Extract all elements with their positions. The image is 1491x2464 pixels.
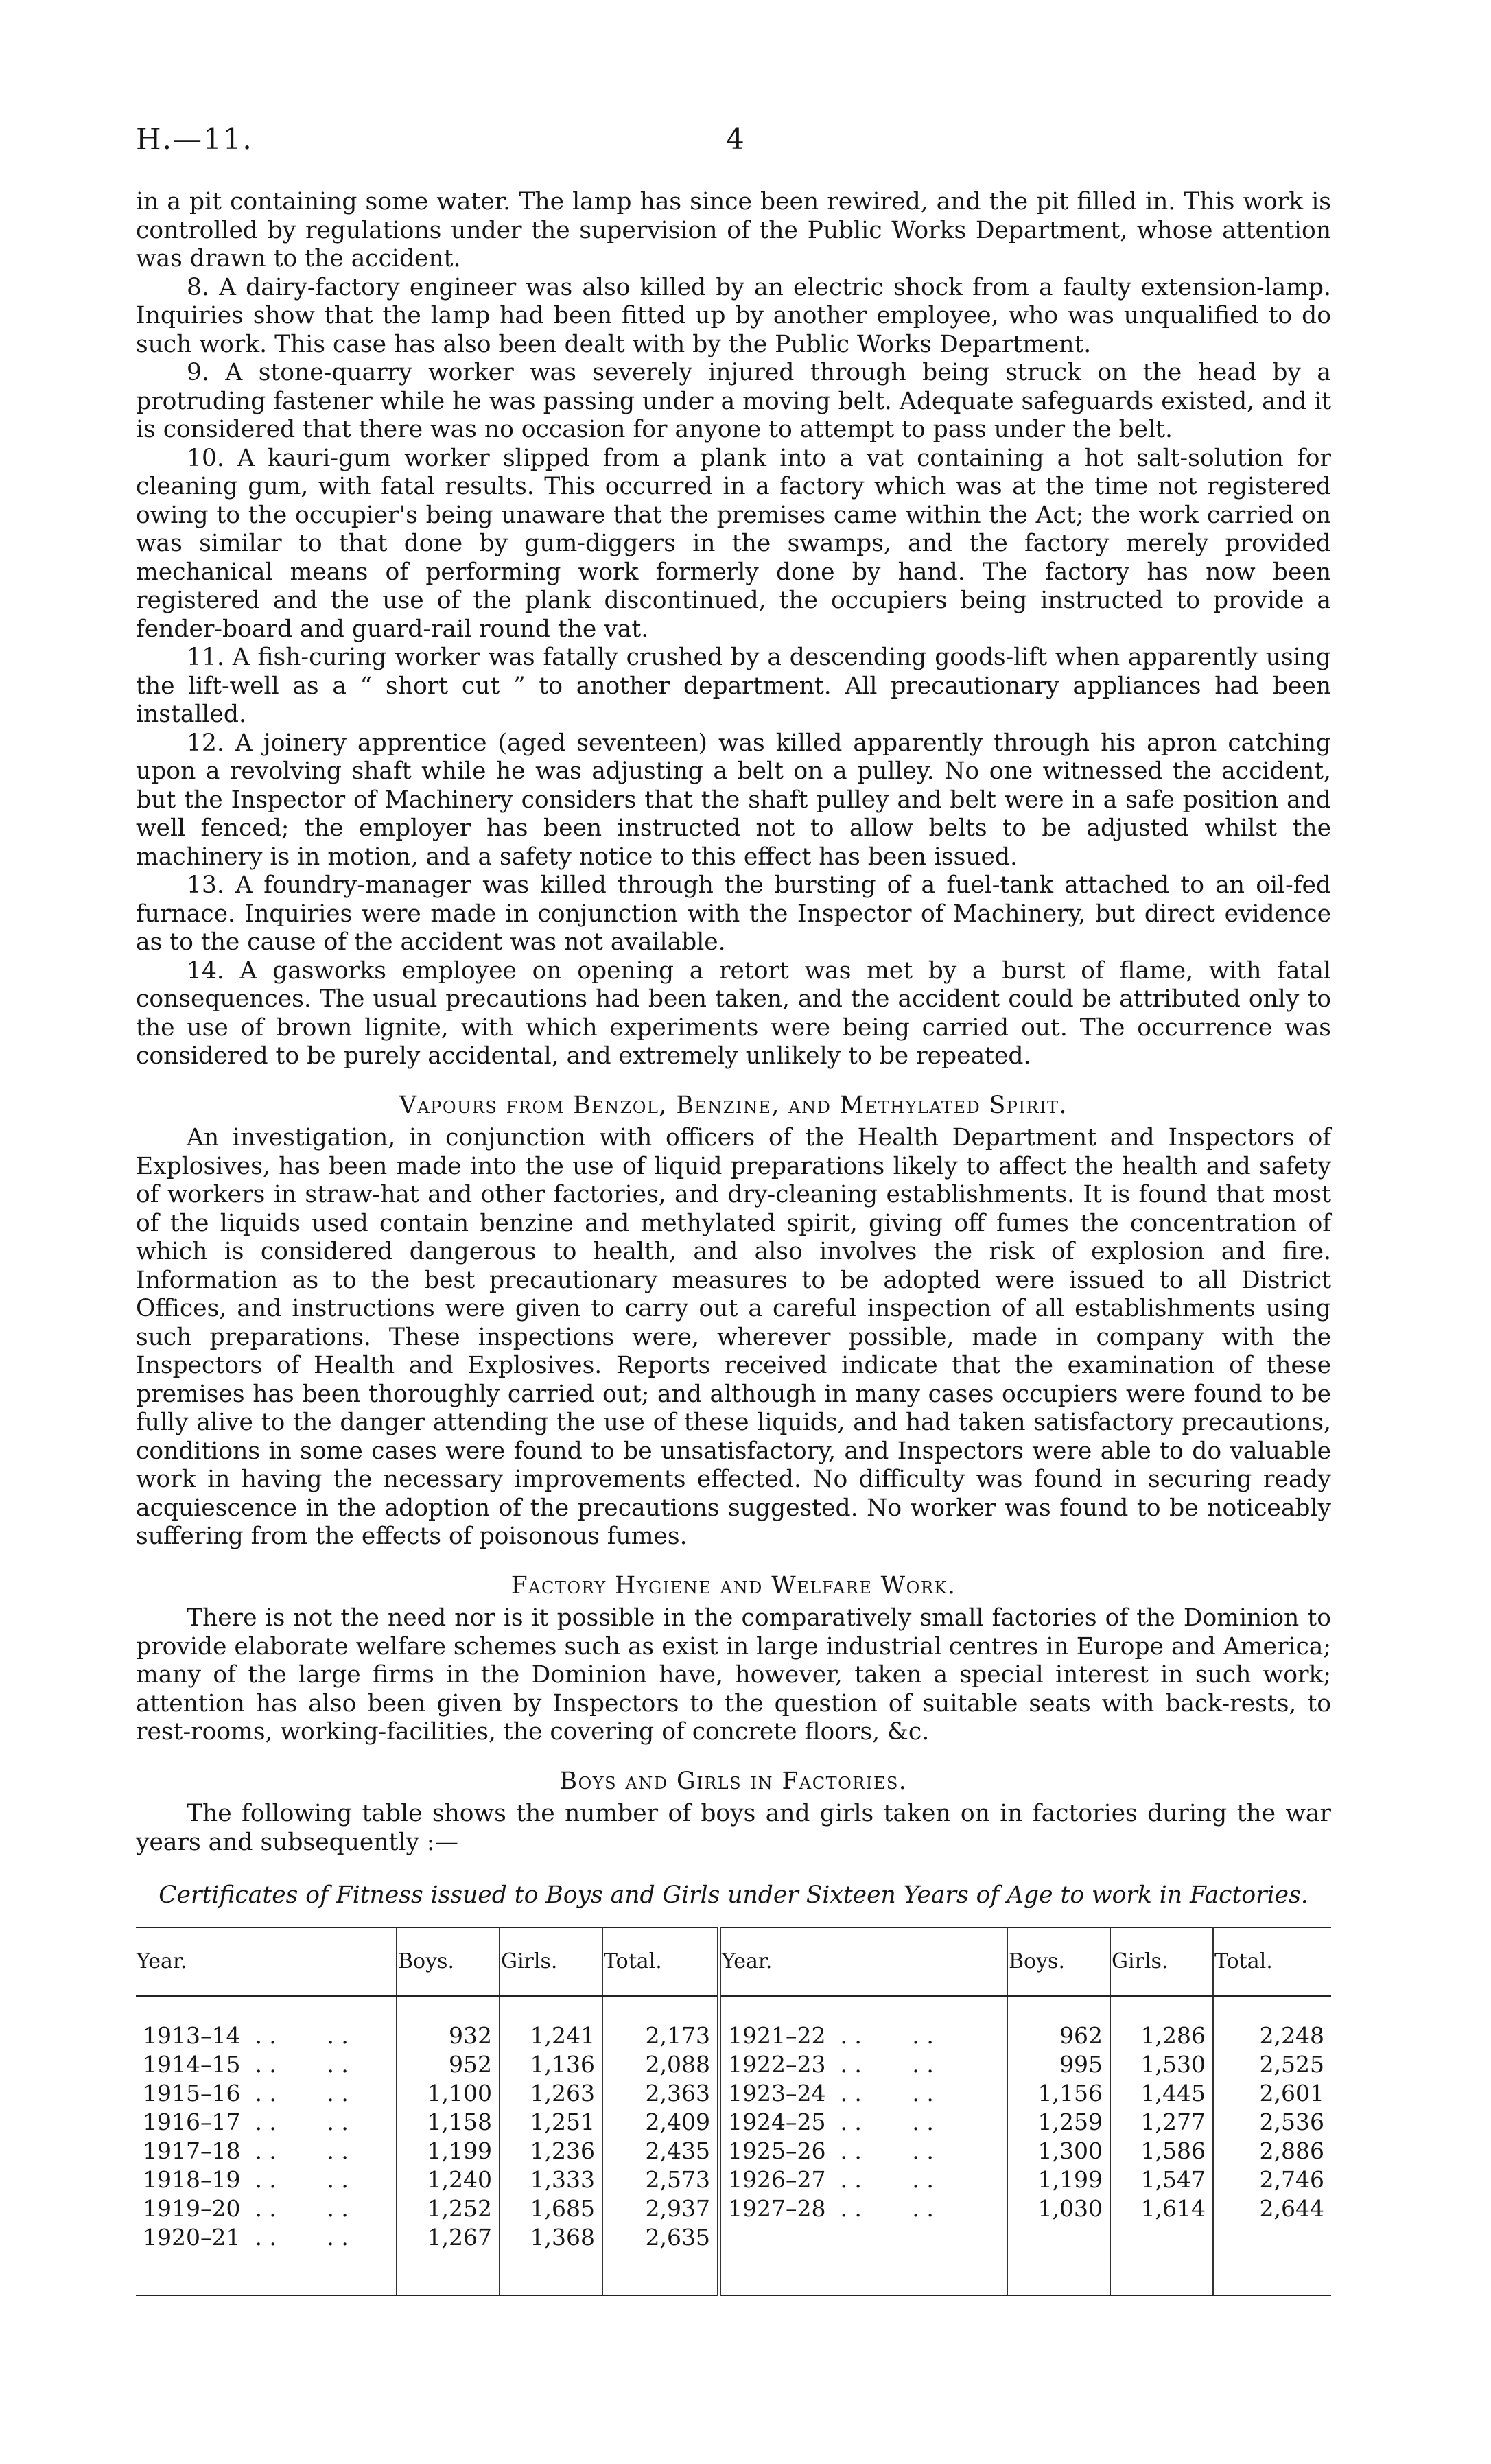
paragraph-item-13: 13. A foundry-manager was killed through the bursting of a fuel-tank attached to an oil-fed furnace. Inquiries were made in conjunction with the Inspector of Machinery, but direct evidence as to the cause of the accident was not available. <box>136 871 1331 956</box>
body-text <box>136 188 1331 2296</box>
paragraph-item-14: 14. A gasworks employee on opening a retort was met by a burst of flame, with fatal consequences. The usual precautions had been taken, and the accident could be attributed only to the use of brown lignite, with which experiments were being carried out. The occurrence was considered to be purely accidental, and extremely unlikely to be repeated. <box>136 957 1331 1070</box>
cell-total: 2,635 <box>602 2223 719 2252</box>
col-header-year-2: Year. <box>719 1927 1007 1996</box>
cell-total-2: 2,248 <box>1213 2021 1331 2050</box>
cell-boys-2: 1,156 <box>1007 2079 1110 2108</box>
table-spacer-row <box>136 1996 1331 2021</box>
section-heading-hygiene: Factory Hygiene and Welfare Work. <box>510 1571 956 1599</box>
cell-total-2: 2,644 <box>1213 2194 1331 2223</box>
paragraph-continuation: in a pit containing some water. The lamp has since been rewired, and the pit filled in. This work is controlled by regulations under the supervision of the Public Works Department, whose attention was drawn to the accident. <box>136 188 1331 272</box>
paragraph-boys-girls: The following table shows the number of boys and girls taken on in factories during the war years and subsequently :— <box>136 1800 1331 1856</box>
table-row <box>136 2050 1331 2079</box>
cell-boys: 1,100 <box>397 2079 500 2108</box>
table-row <box>136 2223 1331 2252</box>
section-heading-vapours: Vapours from Benzol, Benzine, and Methylated Spirit. <box>399 1091 1068 1119</box>
paragraph-vapours: An investigation, in conjunction with officers of the Health Department and Inspectors of Explosives, has been made into the use of liquid preparations likely to affect the health and safety of workers in straw-hat and other factories, and dry-cleaning establishments. It is found that most of the liquids used contain benzine and methylated spirit, giving off fumes the concentration of which is considered dangerous to health, and also involves the risk of explosion and fire. Information as to the best precautionary measures to be adopted were issued to all District Offices, and instructions were given to carry out a careful inspection of all establishments using such preparations. These inspections were, wherever possible, made in company with the Inspectors of Health and Explosives. Reports received indicate that the examination of these premises has been thoroughly carried out; and although in many cases occupiers were found to be fully alive to the danger attending the use of these liquids, and had taken satisfactory precautions, conditions in some cases were found to be unsatisfactory, and Inspectors were able to do valuable work in having the necessary improvements effected. No difficulty was found in securing ready acquiescence in the adoption of the precautions suggested. No worker was found to be noticeably suffering from the effects of poisonous fumes. <box>136 1124 1331 1550</box>
cell-girls-2: 1,530 <box>1110 2050 1213 2079</box>
cell-total-2: 2,601 <box>1213 2079 1331 2108</box>
cell-boys: 952 <box>397 2050 500 2079</box>
paragraph-item-8: 8. A dairy-factory engineer was also killed by an electric shock from a faulty extension-lamp. Inquiries show that the lamp had been fitted up by another employee, who was unqualified to do such work. This case has also been dealt with by the Public Works Department. <box>136 273 1331 358</box>
cell-year: 1918–19 . . . . <box>143 2166 349 2193</box>
cell-boys: 1,199 <box>397 2137 500 2166</box>
paragraph-item-9: 9. A stone-quarry worker was severely injured through being struck on the head by a protruding fastener while he was passing under a moving belt. Adequate safeguards existed, and it is considered that there was no occasion for anyone to attempt to pass under the belt. <box>136 359 1331 443</box>
cell-total-2: 2,886 <box>1213 2137 1331 2166</box>
cell-boys-2: 962 <box>1007 2021 1110 2050</box>
cell-year-2: 1924–25 . . . . <box>719 2108 1007 2137</box>
cell-year-2: 1923–24 . . . . <box>719 2079 1007 2108</box>
cell-girls: 1,685 <box>500 2194 602 2223</box>
cell-year-2: 1927–28 . . . . <box>719 2194 1007 2223</box>
cell-boys: 932 <box>397 2021 500 2050</box>
certificates-table <box>136 1927 1331 2296</box>
cell-year: 1917–18 . . . . <box>143 2137 349 2164</box>
cell-year: 1914–15 . . . . <box>143 2050 349 2078</box>
table-row <box>136 2079 1331 2108</box>
table-caption: Certificates of Fitness issued to Boys and Girls under Sixteen Years of Age to work in Factories. <box>159 1881 1308 1909</box>
table-row <box>136 2137 1331 2166</box>
cell-year-2 <box>719 2223 1007 2252</box>
col-header-girls: Girls. <box>500 1927 602 1996</box>
cell-girls: 1,236 <box>500 2137 602 2166</box>
cell-girls-2: 1,286 <box>1110 2021 1213 2050</box>
col-header-total: Total. <box>602 1927 719 1996</box>
paragraph-hygiene: There is not the need nor is it possible in the comparatively small factories of the Dominion to provide elaborate welfare schemes such as exist in large industrial centres in Europe and America; many of the large firms in the Dominion have, however, taken a special interest in such work; attention has also been given by Inspectors to the question of suitable seats with back-rests, to rest-rooms, working-facilities, the covering of concrete floors, &c. <box>136 1604 1331 1746</box>
cell-girls-2: 1,445 <box>1110 2079 1213 2108</box>
cell-boys-2: 1,300 <box>1007 2137 1110 2166</box>
cell-boys: 1,252 <box>397 2194 500 2223</box>
cell-total: 2,937 <box>602 2194 719 2223</box>
cell-girls: 1,263 <box>500 2079 602 2108</box>
cell-year: 1916–17 . . . . <box>143 2108 349 2135</box>
cell-boys-2: 1,199 <box>1007 2166 1110 2194</box>
table-row <box>136 2021 1331 2050</box>
cell-boys: 1,158 <box>397 2108 500 2137</box>
cell-girls: 1,241 <box>500 2021 602 2050</box>
cell-boys: 1,267 <box>397 2223 500 2252</box>
cell-girls-2: 1,277 <box>1110 2108 1213 2137</box>
table-closing-row <box>136 2252 1331 2295</box>
cell-girls-2: 1,586 <box>1110 2137 1213 2166</box>
cell-year-2: 1922–23 . . . . <box>719 2050 1007 2079</box>
cell-girls-2: 1,547 <box>1110 2166 1213 2194</box>
section-heading-boys-girls: Boys and Girls in Factories. <box>559 1767 908 1795</box>
cell-year: 1920–21 . . . . <box>143 2223 349 2251</box>
cell-year: 1919–20 . . . . <box>143 2194 349 2222</box>
cell-girls: 1,333 <box>500 2166 602 2194</box>
cell-year: 1915–16 . . . . <box>143 2079 349 2107</box>
table-header-row <box>136 1927 1331 1996</box>
cell-total: 2,573 <box>602 2166 719 2194</box>
cell-boys-2: 995 <box>1007 2050 1110 2079</box>
cell-girls: 1,136 <box>500 2050 602 2079</box>
cell-total-2: 2,536 <box>1213 2108 1331 2137</box>
cell-boys-2: 1,030 <box>1007 2194 1110 2223</box>
col-header-year: Year. <box>136 1927 397 1996</box>
cell-year-2: 1921–22 . . . . <box>719 2021 1007 2050</box>
cell-total: 2,363 <box>602 2079 719 2108</box>
table-row <box>136 2166 1331 2194</box>
col-header-boys: Boys. <box>397 1927 500 1996</box>
col-header-boys-2: Boys. <box>1007 1927 1110 1996</box>
cell-year: 1913–14 . . . . <box>143 2021 349 2049</box>
paragraph-item-12: 12. A joinery apprentice (aged seventeen) was killed apparently through his apron catching upon a revolving shaft while he was adjusting a belt on a pulley. No one witnessed the accident, but the Inspector of Machinery considers that the shaft pulley and belt were in a safe position and well fenced; the employer has been instructed not to allow belts to be adjusted whilst the machinery is in motion, and a safety notice to this effect has been issued. <box>136 729 1331 871</box>
cell-year-2: 1926–27 . . . . <box>719 2166 1007 2194</box>
table-row <box>136 2194 1331 2223</box>
cell-total: 2,435 <box>602 2137 719 2166</box>
table-row <box>136 2108 1331 2137</box>
col-header-girls-2: Girls. <box>1110 1927 1213 1996</box>
cell-total-2: 2,525 <box>1213 2050 1331 2079</box>
cell-boys-2 <box>1007 2223 1110 2252</box>
cell-girls: 1,368 <box>500 2223 602 2252</box>
paragraph-item-11: 11. A fish-curing worker was fatally crushed by a descending goods-lift when apparently using the lift-well as a “ short cut ” to another department. All precautionary appliances had been installed. <box>136 644 1331 728</box>
page-number: 4 <box>726 122 746 156</box>
cell-year-2: 1925–26 . . . . <box>719 2137 1007 2166</box>
cell-total: 2,088 <box>602 2050 719 2079</box>
paragraph-item-10: 10. A kauri-gum worker slipped from a plank into a vat containing a hot salt-solution for cleaning gum, with fatal results. This occurred in a factory which was at the time not registered owing to the occupier's being unaware that the premises came within the Act; the work carried on was similar to that done by gum-diggers in the swamps, and the factory merely provided mechanical means of performing work formerly done by hand. The factory has now been registered and the use of the plank discontinued, the occupiers being instructed to provide a fender-board and guard-rail round the vat. <box>136 444 1331 643</box>
cell-boys-2: 1,259 <box>1007 2108 1110 2137</box>
col-header-total-2: Total. <box>1213 1927 1331 1996</box>
document-reference: H.—11. <box>136 122 253 156</box>
cell-total-2 <box>1213 2223 1331 2252</box>
cell-total-2: 2,746 <box>1213 2166 1331 2194</box>
cell-girls-2: 1,614 <box>1110 2194 1213 2223</box>
cell-total: 2,173 <box>602 2021 719 2050</box>
cell-girls-2 <box>1110 2223 1213 2252</box>
cell-girls: 1,251 <box>500 2108 602 2137</box>
cell-total: 2,409 <box>602 2108 719 2137</box>
cell-boys: 1,240 <box>397 2166 500 2194</box>
